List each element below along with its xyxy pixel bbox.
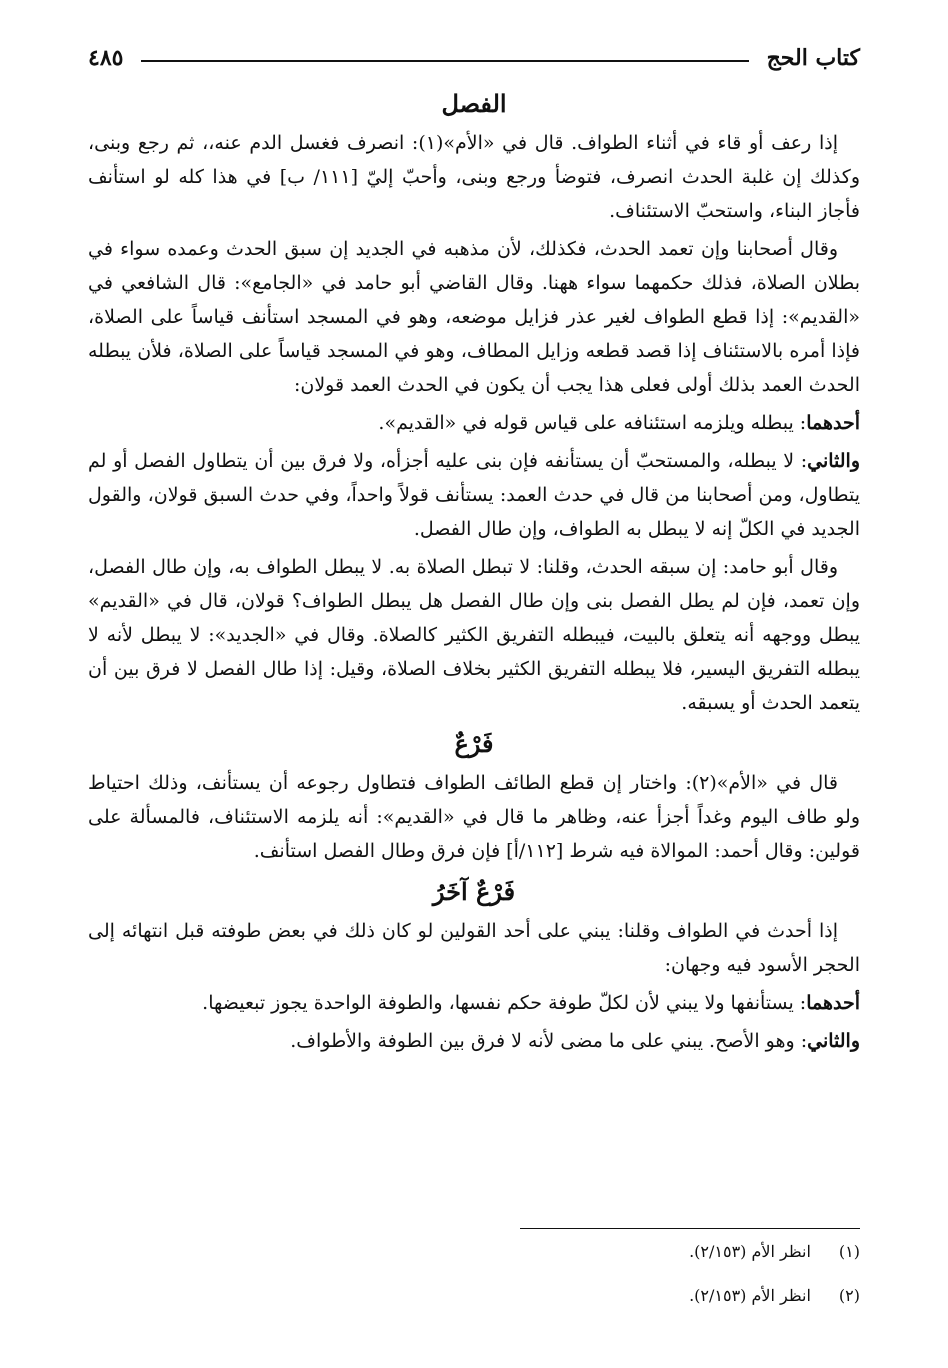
opinion-label: والثاني	[807, 1030, 860, 1052]
footnote	[88, 1282, 860, 1310]
page-body	[88, 84, 860, 1062]
running-title: كتاب الحج	[766, 45, 860, 71]
footnote	[88, 1238, 860, 1266]
section-al-fasl	[88, 84, 860, 720]
section-heading: الفصل	[441, 89, 507, 118]
footnotes	[88, 1238, 860, 1326]
section-far-akhar	[88, 872, 860, 1058]
opinion-label: أحدهما	[806, 992, 860, 1014]
footnote-text: انظر الأم (٢/١٥٣).	[689, 1286, 811, 1305]
header-rule	[141, 60, 748, 62]
footnote-number: (٢)	[838, 1286, 860, 1305]
paragraph: إذا رعف أو قاء في أثناء الطواف. قال في «الأم»(١): انصرف فغسل الدم عنه،، ثم رجع وبنى، وكذلك إن غلبة الحدث انصرف، فتوضأ ورجع وبنى، وأحبّ إليّ [١١١/ ب] في هذا كله لو استأنف فأجاز البناء، واستحبّ الاستئناف.	[88, 132, 861, 222]
opinion-label: أحدهما	[806, 412, 860, 434]
page-number: ٤٨٥	[88, 45, 124, 71]
paragraph: وقال أصحابنا وإن تعمد الحدث، فكذلك، لأن مذهبه في الجديد إن سبق الحدث وعمده سواء في بطلان الصلاة، فذلك حكمهما سواء ههنا. وقال القاضي أبو حامد في «الجامع»: قال الشافعي في «القديم»: إذا قطع الطواف لغير عذر فزايل موضعه، وهو في المسجد استأنف قياساً على الصلاة، فإذا أمره بالاستئناف إذا قصد قطعه وزايل المطاف، وهو في المسجد قياساً على الصلاة، فلأن يبطله الحدث العمد بذلك أولى فعلى هذا يجب أن يكون في الحدث العمد قولان:	[88, 238, 860, 396]
opinion-paragraph: أحدهما: يبطله ويلزمه استئنافه على قياس قوله في «القديم».	[378, 412, 860, 434]
running-header	[88, 38, 860, 78]
opinion-paragraph: والثاني: لا يبطله، والمستحبّ أن يستأنفه فإن بنى عليه أجزأه، ولا فرق بين أن يتطاول الفصل أو لم يتطاول، ومن أصحابنا من قال في حدث العمد: يستأنف قولاً واحداً، وفي حدث السبق قولان، والقول الجديد في الكلّ إنه لا يبطل به الطواف، وإن طال الفصل.	[88, 450, 860, 540]
section-heading: فَرْعٌ آخَرُ	[432, 877, 516, 906]
opinion-label: والثاني	[807, 450, 860, 472]
footnote-text: انظر الأم (٢/١٥٣).	[689, 1242, 811, 1261]
paragraph: وقال أبو حامد: إن سبقه الحدث، وقلنا: لا تبطل الصلاة به. لا يبطل الطواف به، وإن طال الفصل، وإن تعمد، فإن لم يطل الفصل بنى وإن طال الفصل هل يبطل الطواف؟ قولان، قال في «القديم» يبطل ووجهه أنه يتعلق بالبيت، فيبطله التفريق الكثير كالصلاة. وقال في «الجديد»: لا يبطل لأنه لا يبطله التفريق اليسير، فلا يبطله التفريق الكثير بخلاف الصلاة، وقيل: إذا طال الفصل لا فرق بين أن يتعمد الحدث أو يسبقه.	[88, 556, 860, 714]
footnote-number: (١)	[838, 1242, 860, 1261]
paragraph: قال في «الأم»(٢): واختار إن قطع الطائف الطواف فتطاول رجوعه أن يستأنف، وذلك احتياط ولو طاف اليوم وغداً أجزأ عنه، وظاهر ما قال في «القديم»: أنه يلزمه الاستئناف، فالمسألة على قولين: وقال أحمد: الموالاة فيه شرط [١١٢/أ] فإن فرق وطال الفصل استأنف.	[88, 772, 860, 862]
footnote-divider	[520, 1228, 860, 1229]
section-heading: فَرْعٌ	[454, 729, 494, 758]
opinion-paragraph: والثاني: وهو الأصح. يبني على ما مضى لأنه لا فرق بين الطوفة والأطواف.	[290, 1030, 860, 1052]
opinion-paragraph: أحدهما: يستأنفها ولا يبني لأن لكلّ طوفة حكم نفسها، والطوفة الواحدة يجوز تبعيضها.	[202, 992, 860, 1014]
section-far	[88, 724, 860, 868]
paragraph: إذا أحدث في الطواف وقلنا: يبني على أحد القولين لو كان ذلك في بعض طوفته قبل انتهائه إلى الحجر الأسود فيه وجهان:	[88, 920, 860, 976]
